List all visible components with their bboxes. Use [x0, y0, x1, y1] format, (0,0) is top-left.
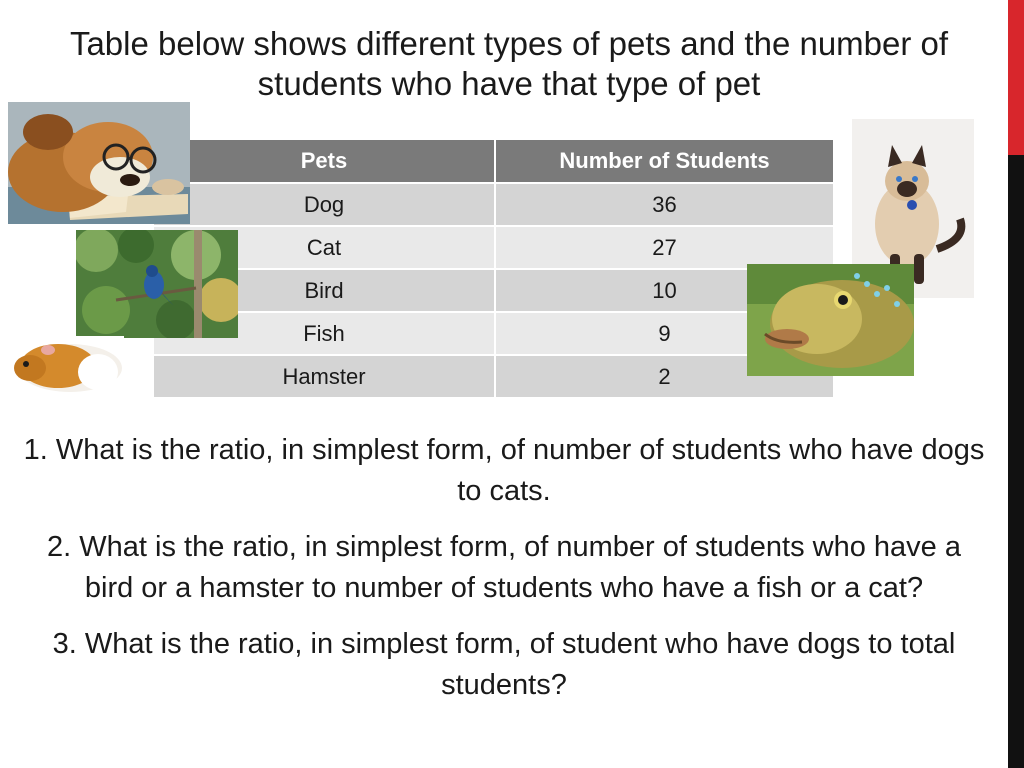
- accent-bar-black: [1008, 155, 1024, 768]
- question-1: 1. What is the ratio, in simplest form, of number of students who have dogs to cats.: [23, 434, 985, 507]
- table-row: [154, 355, 834, 398]
- table-header-row: [154, 140, 834, 183]
- student-count: 9: [495, 312, 834, 355]
- pet-name: Fish: [154, 312, 495, 355]
- bird-photo: [76, 230, 238, 338]
- student-count: 27: [495, 226, 834, 269]
- fish-photo: [747, 264, 914, 376]
- table-row: [154, 269, 834, 312]
- pet-name: Dog: [154, 183, 495, 226]
- slide-title: Table below shows different types of pets and the number of students who have that type of pet: [69, 25, 949, 102]
- student-count: 36: [495, 183, 834, 226]
- pet-name: Bird: [154, 269, 495, 312]
- question-2: 2. What is the ratio, in simplest form, of number of students who have a bird or a hamster to number of students who have a fish or a cat?: [47, 531, 961, 604]
- header-number-of-students: Number of Students: [495, 140, 834, 183]
- dog-photo: [8, 102, 190, 224]
- pets-table: [154, 140, 835, 399]
- student-count: 10: [495, 269, 834, 312]
- header-pets: Pets: [154, 140, 495, 183]
- question-3: 3. What is the ratio, in simplest form, of student who have dogs to total students?: [52, 628, 956, 701]
- table-row: [154, 312, 834, 355]
- hamster-photo: [8, 336, 124, 398]
- table-row: [154, 226, 834, 269]
- table-row: [154, 183, 834, 226]
- pet-name: Cat: [154, 226, 495, 269]
- accent-bar-red: [1008, 0, 1024, 155]
- student-count: 2: [495, 355, 834, 398]
- pet-name: Hamster: [154, 355, 495, 398]
- questions-block: [20, 430, 988, 721]
